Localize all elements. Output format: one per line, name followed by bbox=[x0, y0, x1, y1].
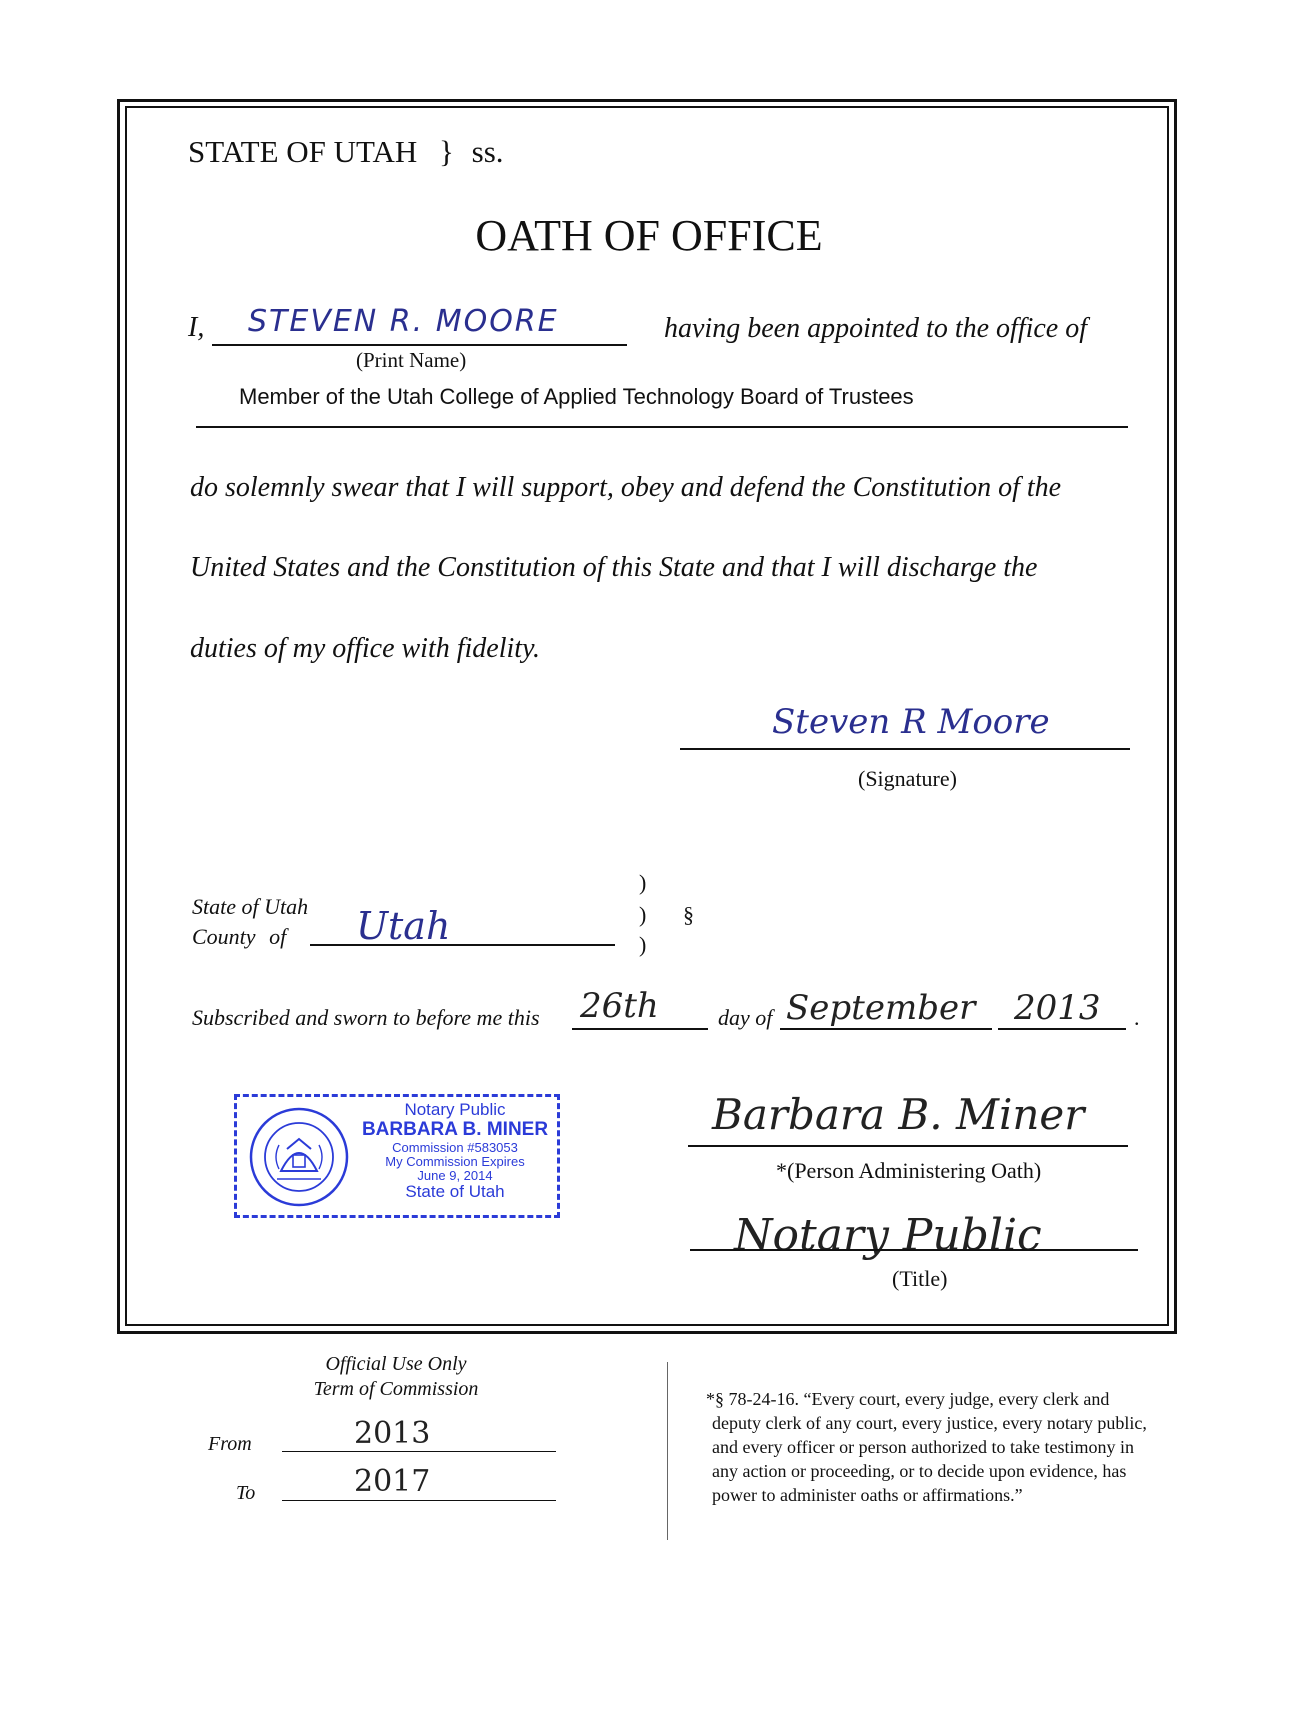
ss-label: ss. bbox=[471, 134, 504, 169]
term-from-label: From bbox=[208, 1433, 252, 1455]
office-underline bbox=[196, 426, 1128, 428]
county-label: County bbox=[192, 924, 256, 949]
footnote-line-5: power to administer oaths or affirmations.” bbox=[712, 1485, 1023, 1505]
brace: } bbox=[439, 134, 454, 169]
jurat-day-value: 26th bbox=[580, 986, 659, 1026]
administrator-title-label: (Title) bbox=[892, 1266, 948, 1291]
county-value: Utah bbox=[356, 904, 451, 948]
footnote-line-1: *§ 78-24-16. “Every court, every judge, every clerk and bbox=[706, 1389, 1110, 1409]
notary-stamp bbox=[234, 1094, 560, 1218]
oath-body-line-3: duties of my office with fidelity. bbox=[190, 633, 540, 664]
stamp-notary-public: Notary Public bbox=[404, 1100, 506, 1119]
term-from-underline bbox=[282, 1451, 556, 1452]
stamp-commission-expires-label: My Commission Expires bbox=[385, 1153, 525, 1169]
section-symbol: § bbox=[683, 902, 694, 927]
term-to-value: 2017 bbox=[354, 1464, 431, 1499]
term-to-label: To bbox=[236, 1482, 256, 1504]
jurat-prefix: Subscribed and sworn to before me this bbox=[192, 1005, 540, 1030]
print-name-underline bbox=[212, 344, 627, 346]
term-from-value: 2013 bbox=[354, 1416, 431, 1451]
stamp-state: State of Utah bbox=[405, 1182, 505, 1202]
footnote-line-4: any action or proceeding, or to decide upon evidence, has bbox=[712, 1461, 1127, 1481]
official-use-heading: Official Use Only bbox=[325, 1353, 467, 1375]
stamp-text bbox=[355, 1101, 555, 1202]
administrator-title-value: Notary Public bbox=[734, 1210, 1042, 1261]
footer-divider bbox=[667, 1362, 668, 1540]
stamp-commission-number: Commission #583053 bbox=[392, 1139, 518, 1155]
venue-state-label: State of Utah bbox=[192, 894, 309, 919]
print-name-value: STEVEN R. MOORE bbox=[248, 304, 559, 339]
jurat-day-of-label: day of bbox=[718, 1005, 773, 1030]
stamp-expiration-date: June 9, 2014 bbox=[417, 1168, 493, 1184]
administrator-signature-value: Barbara B. Miner bbox=[712, 1090, 1085, 1139]
term-of-commission-heading: Term of Commission bbox=[313, 1378, 479, 1400]
page-title: OATH OF OFFICE bbox=[475, 211, 823, 260]
state-heading: STATE OF UTAH bbox=[188, 134, 418, 169]
venue-paren-1: ) bbox=[639, 870, 647, 895]
county-underline bbox=[310, 944, 615, 946]
administrator-signature-underline bbox=[688, 1145, 1128, 1147]
jurat-year-value: 2013 bbox=[1014, 988, 1101, 1028]
oath-signature-value: Steven R Moore bbox=[772, 702, 1050, 742]
administrator-label: *(Person Administering Oath) bbox=[776, 1158, 1042, 1183]
signature-underline bbox=[680, 748, 1130, 750]
venue-paren-2: ) bbox=[639, 902, 647, 927]
venue-paren-3: ) bbox=[639, 932, 647, 957]
term-to-underline bbox=[282, 1500, 556, 1501]
appointed-text: having been appointed to the office of bbox=[664, 313, 1088, 344]
jurat-year-underline bbox=[998, 1028, 1126, 1030]
state-seal-icon bbox=[247, 1105, 351, 1209]
oath-body-line-2: United States and the Constitution of this State and that I will discharge the bbox=[190, 552, 1038, 583]
print-name-label: (Print Name) bbox=[356, 348, 467, 372]
jurat-day-underline bbox=[572, 1028, 708, 1030]
venue-county-label bbox=[192, 924, 286, 950]
county-of-label: of bbox=[269, 924, 287, 949]
i-label: I, bbox=[188, 312, 205, 343]
state-line bbox=[188, 134, 504, 170]
jurat-period: . bbox=[1134, 1005, 1140, 1030]
oath-body-line-1: do solemnly swear that I will support, obey and defend the Constitution of the bbox=[190, 472, 1062, 503]
signature-label: (Signature) bbox=[858, 766, 957, 791]
stamp-notary-name: BARBARA B. MINER bbox=[361, 1118, 549, 1140]
office-value: Member of the Utah College of Applied Technology Board of Trustees bbox=[239, 384, 914, 409]
administrator-title-underline bbox=[690, 1249, 1138, 1251]
jurat-month-underline bbox=[780, 1028, 992, 1030]
jurat-month-value: September bbox=[786, 988, 976, 1028]
footnote-line-3: and every officer or person authorized to take testimony in bbox=[712, 1437, 1135, 1457]
footnote-line-2: deputy clerk of any court, every justice, every notary public, bbox=[712, 1413, 1147, 1433]
